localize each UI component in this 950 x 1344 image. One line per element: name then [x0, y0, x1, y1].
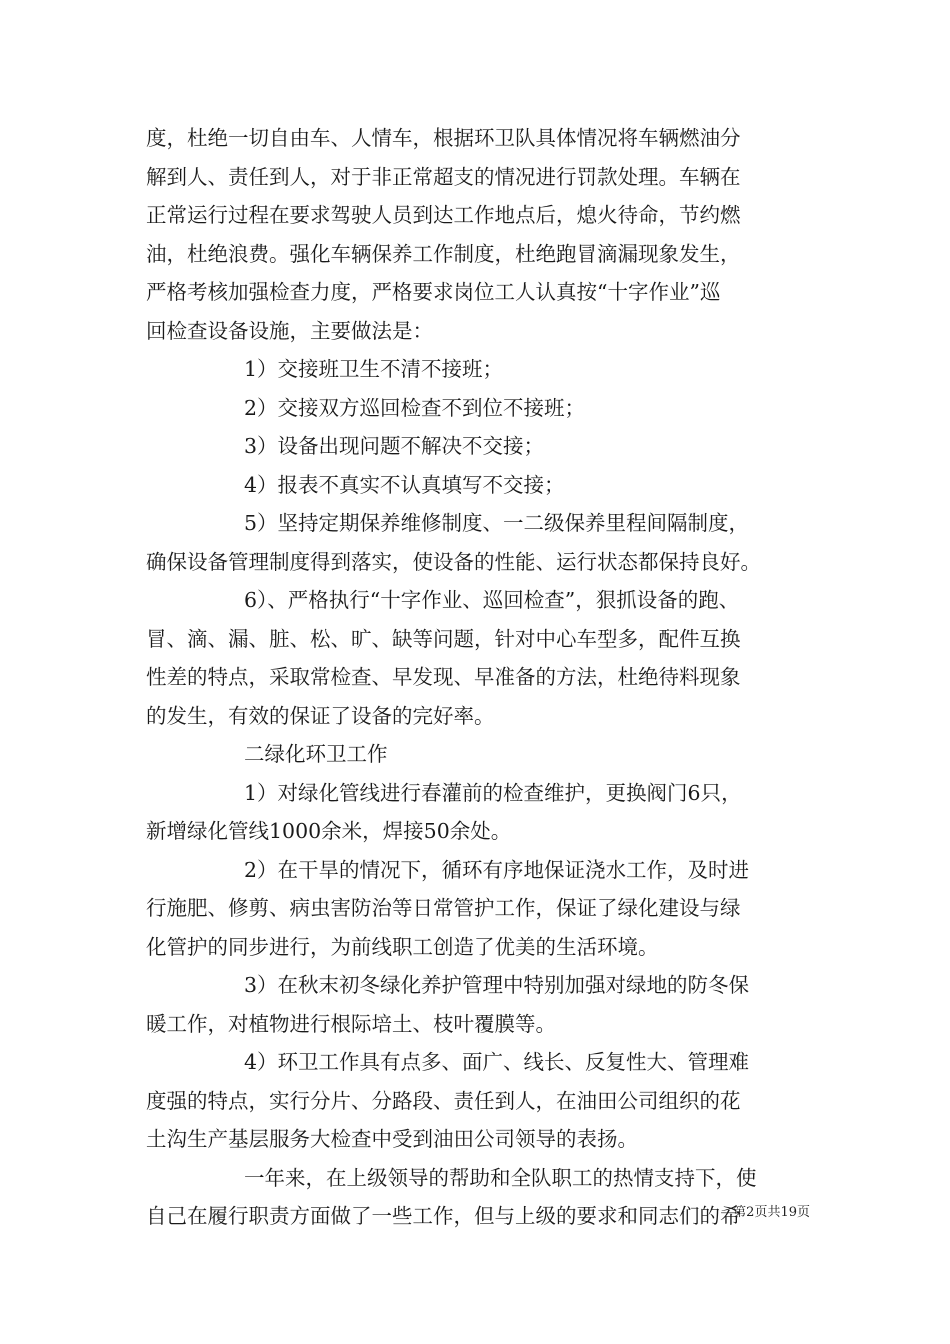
text-line: 解到人、责任到人，对于非正常超支的情况进行罚款处理。车辆在: [146, 164, 741, 189]
text-line: 自己在履行职责方面做了一些工作，但与上级的要求和同志们的希: [146, 1204, 741, 1228]
text-line: 3）设备出现问题不解决不交接；: [244, 434, 545, 458]
text-line: 4）环卫工作具有点多、面广、线长、反复性大、管理难: [244, 1050, 750, 1074]
text-line: 新增绿化管线1000余米，焊接50余处。: [146, 819, 512, 843]
text-line: 的发生，有效的保证了设备的完好率。: [146, 703, 495, 728]
text-line: 冒、滴、漏、脏、松、旷、缺等问题，针对中心车型多，配件互换: [146, 626, 741, 651]
text-line: 正常运行过程在要求驾驶人员到达工作地点后，熄火待命，节约燃: [146, 203, 741, 227]
text-line: 回检查设备设施，主要做法是：: [146, 318, 433, 343]
text-line: 二绿化环卫工作: [244, 742, 388, 766]
text-line: 严格考核加强检查力度，严格要求岗位工人认真按“十字作业”巡: [146, 280, 721, 304]
text-line: 6）、严格执行“十字作业、巡回检查”，狠抓设备的跑、: [244, 588, 740, 612]
text-line: 1）交接班卫生不清不接班；: [244, 357, 504, 381]
text-line: 3）在秋末初冬绿化养护管理中特别加强对绿地的防冬保: [244, 973, 750, 997]
text-line: 性差的特点，采取常检查、早发现、早准备的方法，杜绝待料现象: [146, 665, 741, 689]
text-line: 确保设备管理制度得到落实，使设备的性能、运行状态都保持良好。: [146, 549, 761, 574]
text-line: 油，杜绝浪费。强化车辆保养工作制度，杜绝跑冒滴漏现象发生，: [146, 241, 741, 266]
text-line: 一年来，在上级领导的帮助和全队职工的热情支持下，使: [244, 1165, 757, 1190]
text-line: 土沟生产基层服务大检查中受到油田公司领导的表扬。: [146, 1127, 638, 1151]
text-line: 2）在干旱的情况下，循环有序地保证浇水工作，及时进: [244, 857, 750, 882]
text-line: 暖工作，对植物进行根际培土、枝叶覆膜等。: [146, 1011, 556, 1036]
text-line: 行施肥、修剪、病虫害防治等日常管护工作，保证了绿化建设与绿: [146, 896, 741, 920]
text-line: 5）坚持定期保养维修制度、一二级保养里程间隔制度，: [244, 511, 750, 535]
text-line: 2）交接双方巡回检查不到位不接班；: [244, 395, 586, 420]
text-line: 度，杜绝一切自由车、人情车，根据环卫队具体情况将车辆燃油分: [146, 126, 741, 150]
text-line: 4）报表不真实不认真填写不交接；: [244, 472, 565, 497]
text-line: 度强的特点，实行分片、分路段、责任到人，在油田公司组织的花: [146, 1088, 741, 1113]
page-number-footer: 第2页共19页: [733, 1205, 810, 1220]
document-body: [146, 119, 806, 1236]
text-line: 化管护的同步进行，为前线职工创造了优美的生活环境。: [146, 934, 659, 959]
text-line: 1）对绿化管线进行春灌前的检查维护，更换阀门6只，: [244, 780, 742, 805]
